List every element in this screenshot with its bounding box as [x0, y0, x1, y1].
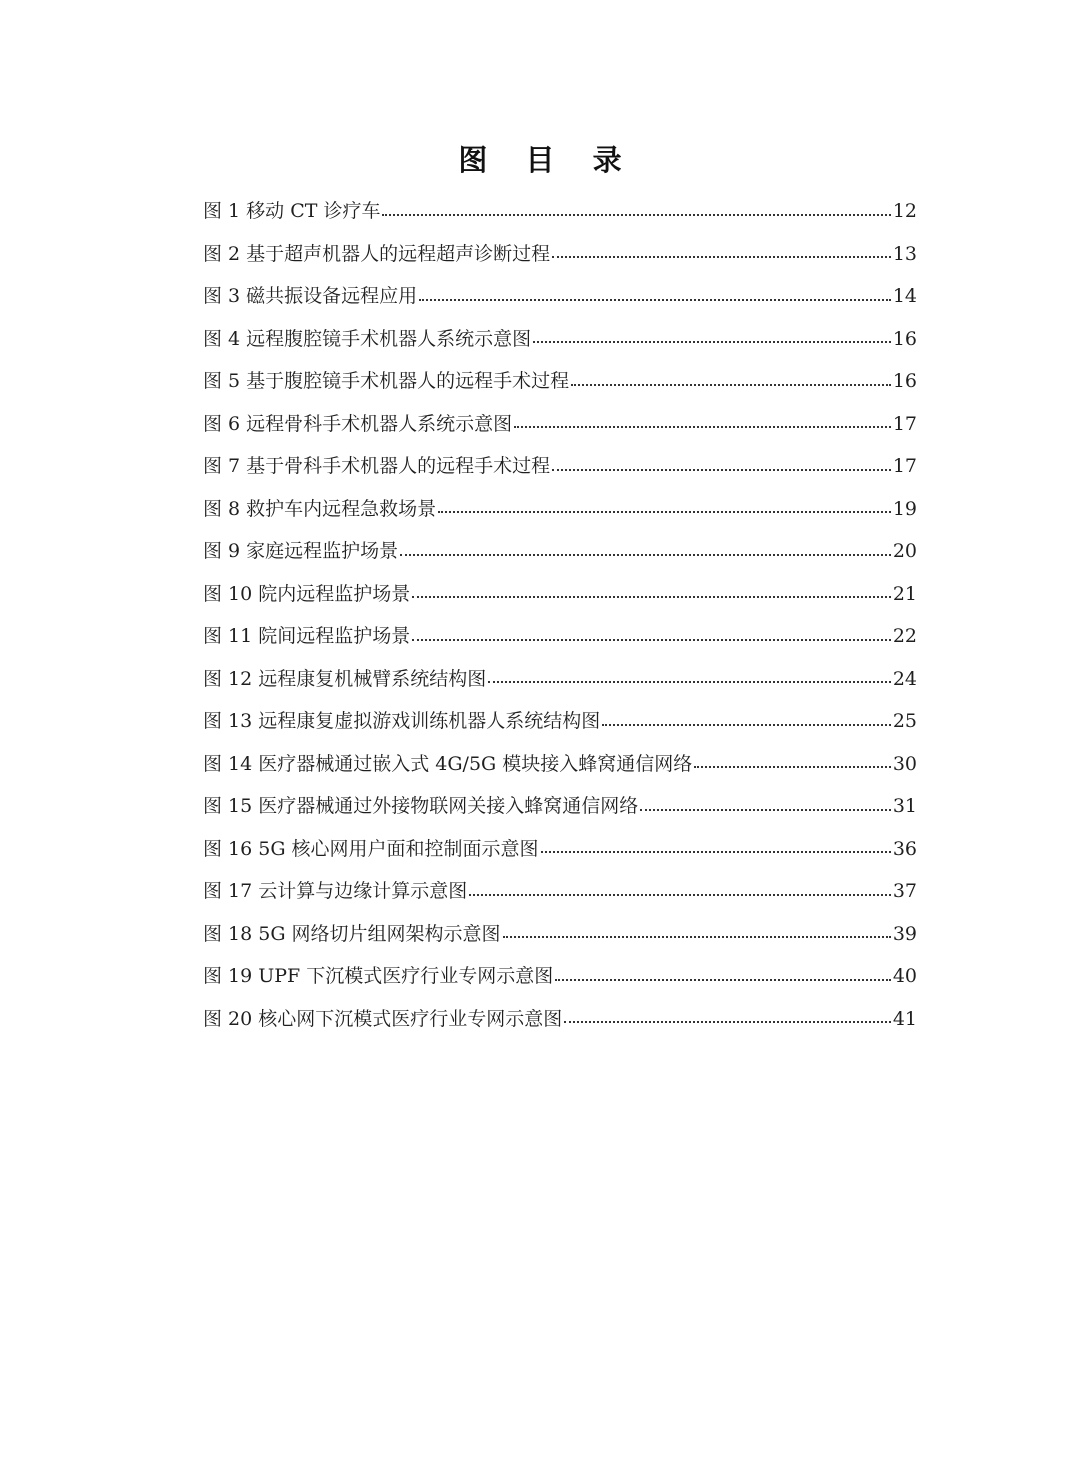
- toc-entry-label: 图 5 基于腹腔镜手术机器人的远程手术过程: [203, 370, 570, 392]
- dot-leader: [694, 764, 891, 768]
- toc-entry-page: 19: [892, 497, 917, 520]
- toc-entry[interactable]: [203, 998, 917, 1041]
- dot-leader: [488, 679, 891, 683]
- toc-entry-label: 图 1 移动 CT 诊疗车: [203, 200, 381, 222]
- toc-entry[interactable]: [203, 488, 917, 531]
- dot-leader: [602, 722, 891, 726]
- dot-leader: [541, 849, 891, 853]
- toc-entry[interactable]: [203, 275, 917, 318]
- dot-leader: [469, 892, 891, 896]
- dot-leader: [503, 934, 891, 938]
- toc-entry[interactable]: [203, 785, 917, 828]
- toc-entry[interactable]: [203, 743, 917, 786]
- toc-entry[interactable]: [203, 445, 917, 488]
- toc-entry-page: 24: [892, 667, 917, 690]
- toc-entry-label: 图 20 核心网下沉模式医疗行业专网示意图: [203, 1007, 563, 1030]
- toc-entry-page: 22: [892, 625, 917, 647]
- toc-entry-page: 20: [892, 540, 917, 562]
- toc-entry-label: 图 3 磁共振设备远程应用: [203, 285, 418, 307]
- toc-entry[interactable]: [203, 913, 917, 956]
- toc-entry-page: 16: [892, 370, 917, 392]
- dot-leader: [419, 297, 891, 301]
- toc-entry[interactable]: [203, 615, 917, 658]
- toc-entry[interactable]: [203, 828, 917, 871]
- toc-entry-label: 图 10 院内远程监护场景: [203, 582, 411, 605]
- toc-entry-page: 31: [892, 795, 917, 817]
- dot-leader: [514, 424, 891, 428]
- dot-leader: [533, 339, 891, 343]
- toc-entry[interactable]: [203, 233, 917, 276]
- toc-entry-page: 13: [892, 242, 917, 265]
- toc-entry-label: 图 8 救护车内远程急救场景: [203, 497, 437, 520]
- figure-list: [203, 190, 917, 1040]
- toc-entry-label: 图 15 医疗器械通过外接物联网关接入蜂窝通信网络: [203, 795, 639, 817]
- toc-entry[interactable]: [203, 403, 917, 446]
- toc-entry[interactable]: [203, 530, 917, 573]
- toc-entry-page: 14: [892, 285, 917, 307]
- toc-entry-page: 25: [892, 710, 917, 732]
- toc-entry-label: 图 18 5G 网络切片组网架构示意图: [203, 922, 501, 945]
- toc-entry-page: 17: [892, 455, 917, 477]
- dot-leader: [555, 977, 891, 981]
- toc-entry-page: 21: [892, 582, 917, 605]
- page-title: 图 目 录: [458, 143, 636, 177]
- dot-leader: [382, 212, 890, 216]
- toc-entry[interactable]: [203, 870, 917, 913]
- toc-entry[interactable]: [203, 573, 917, 616]
- dot-leader: [412, 637, 891, 641]
- toc-entry-page: 36: [892, 837, 917, 860]
- toc-entry-page: 17: [892, 412, 917, 435]
- toc-entry-page: 12: [892, 200, 917, 222]
- toc-entry-label: 图 7 基于骨科手术机器人的远程手术过程: [203, 455, 551, 477]
- dot-leader: [438, 509, 891, 513]
- dot-leader: [400, 552, 891, 556]
- dot-leader: [552, 254, 891, 258]
- toc-entry-label: 图 16 5G 核心网用户面和控制面示意图: [203, 837, 539, 860]
- dot-leader: [412, 594, 891, 598]
- toc-entry[interactable]: [203, 360, 917, 403]
- toc-entry-label: 图 14 医疗器械通过嵌入式 4G/5G 模块接入蜂窝通信网络: [203, 752, 693, 775]
- toc-entry[interactable]: [203, 955, 917, 998]
- toc-entry-page: 41: [892, 1007, 917, 1030]
- toc-entry-label: 图 9 家庭远程监护场景: [203, 540, 399, 562]
- toc-entry-page: 39: [892, 922, 917, 945]
- toc-entry[interactable]: [203, 658, 917, 701]
- toc-entry[interactable]: [203, 190, 917, 233]
- toc-entry-label: 图 6 远程骨科手术机器人系统示意图: [203, 412, 513, 435]
- toc-entry-label: 图 19 UPF 下沉模式医疗行业专网示意图: [203, 965, 554, 987]
- dot-leader: [552, 467, 891, 471]
- dot-leader: [640, 807, 891, 811]
- toc-entry-page: 16: [892, 327, 917, 350]
- toc-entry-label: 图 4 远程腹腔镜手术机器人系统示意图: [203, 327, 532, 350]
- toc-entry-page: 30: [892, 752, 917, 775]
- toc-entry-label: 图 2 基于超声机器人的远程超声诊断过程: [203, 242, 551, 265]
- toc-entry[interactable]: [203, 700, 917, 743]
- dot-leader: [571, 382, 891, 386]
- toc-entry-label: 图 12 远程康复机械臂系统结构图: [203, 667, 487, 690]
- dot-leader: [564, 1019, 891, 1023]
- toc-entry-page: 40: [892, 965, 917, 987]
- toc-entry-page: 37: [892, 880, 917, 902]
- toc-entry-label: 图 11 院间远程监护场景: [203, 625, 411, 647]
- toc-entry[interactable]: [203, 318, 917, 361]
- toc-entry-label: 图 13 远程康复虚拟游戏训练机器人系统结构图: [203, 710, 601, 732]
- toc-entry-label: 图 17 云计算与边缘计算示意图: [203, 880, 468, 902]
